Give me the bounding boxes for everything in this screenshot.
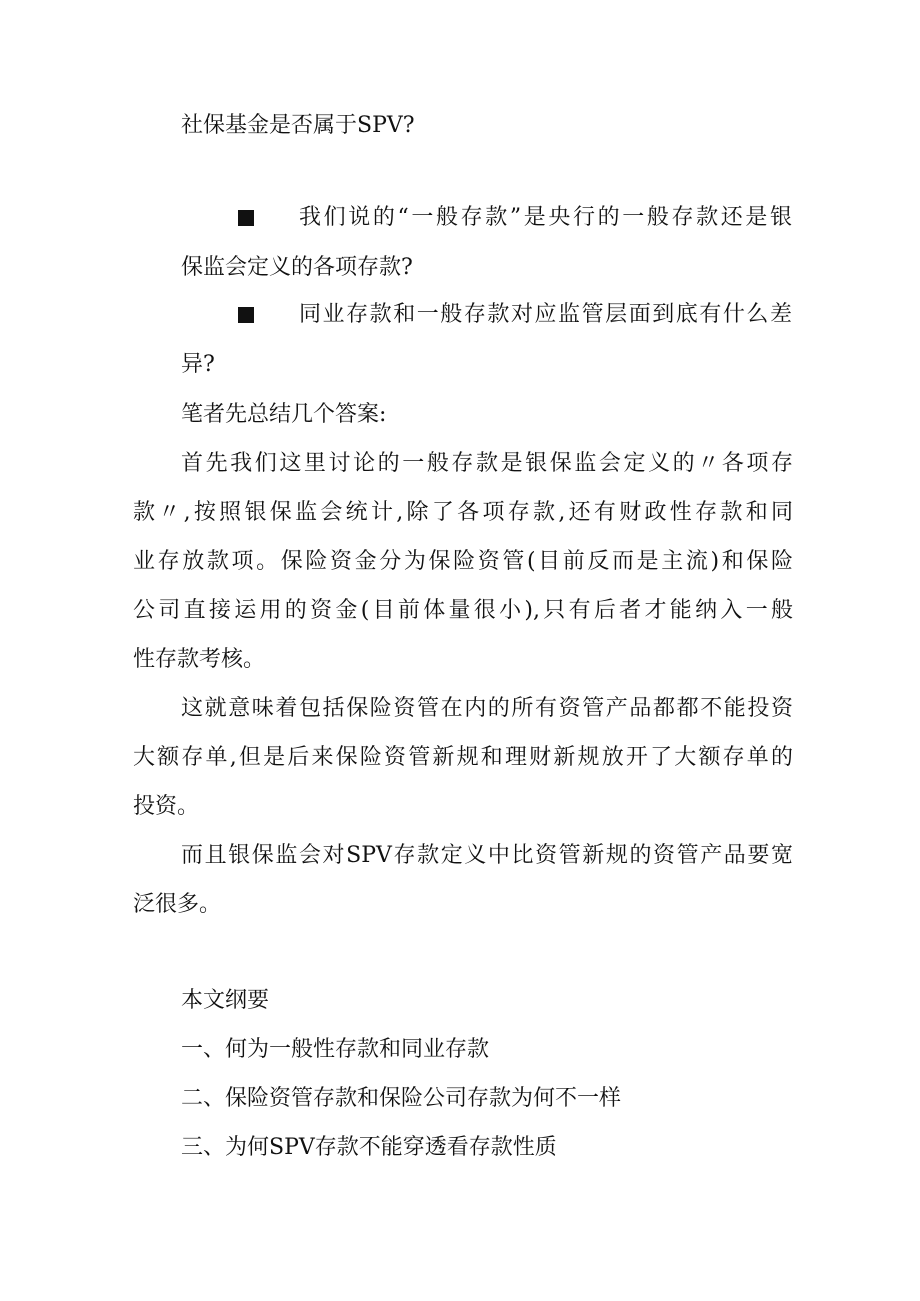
outline-item-2: 二、保险资管存款和保险公司存款为何不一样 bbox=[181, 1086, 622, 1111]
text-line-summary-intro: 笔者先总结几个答案: bbox=[181, 402, 387, 427]
text-line-bullet-1: 我们说的“一般存款”是央行的一般存款还是银 bbox=[299, 205, 792, 230]
text-line-para2-3: 投资。 bbox=[133, 794, 200, 819]
bullet-square-icon bbox=[238, 307, 254, 323]
text-line-para2-2: 大额存单,但是后来保险资管新规和理财新规放开了大额存单的 bbox=[133, 745, 793, 770]
text-line-para1-4: 公司直接运用的资金(目前体量很小),只有后者才能纳入一般 bbox=[133, 598, 793, 623]
text-line-spv-question: 社保基金是否属于SPV? bbox=[181, 113, 415, 138]
text-line-bullet-2: 同业存款和一般存款对应监管层面到底有什么差 bbox=[299, 302, 792, 327]
text-line-para1-1: 首先我们这里讨论的一般存款是银保监会定义的〃各项存 bbox=[181, 451, 793, 476]
text-line-para1-2: 款〃,按照银保监会统计,除了各项存款,还有财政性存款和同 bbox=[133, 500, 793, 525]
text-line-para1-5: 性存款考核。 bbox=[133, 647, 266, 672]
text-line-para1-3: 业存放款项。保险资金分为保险资管(目前反而是主流)和保险 bbox=[133, 549, 793, 574]
outline-title: 本文纲要 bbox=[181, 988, 270, 1013]
text-line-para3-2: 泛很多。 bbox=[133, 892, 222, 917]
text-line-para2-1: 这就意味着包括保险资管在内的所有资管产品都都不能投资 bbox=[181, 696, 793, 721]
bullet-square-icon bbox=[238, 210, 254, 226]
outline-item-3: 三、为何SPV存款不能穿透看存款性质 bbox=[181, 1135, 557, 1160]
text-line-para3-1: 而且银保监会对SPV存款定义中比资管新规的资管产品要宽 bbox=[181, 843, 793, 868]
outline-item-1: 一、何为一般性存款和同业存款 bbox=[181, 1037, 490, 1062]
text-line-bullet-1-cont: 保监会定义的各项存款? bbox=[181, 255, 413, 280]
text-line-bullet-2-cont: 异? bbox=[181, 352, 215, 377]
